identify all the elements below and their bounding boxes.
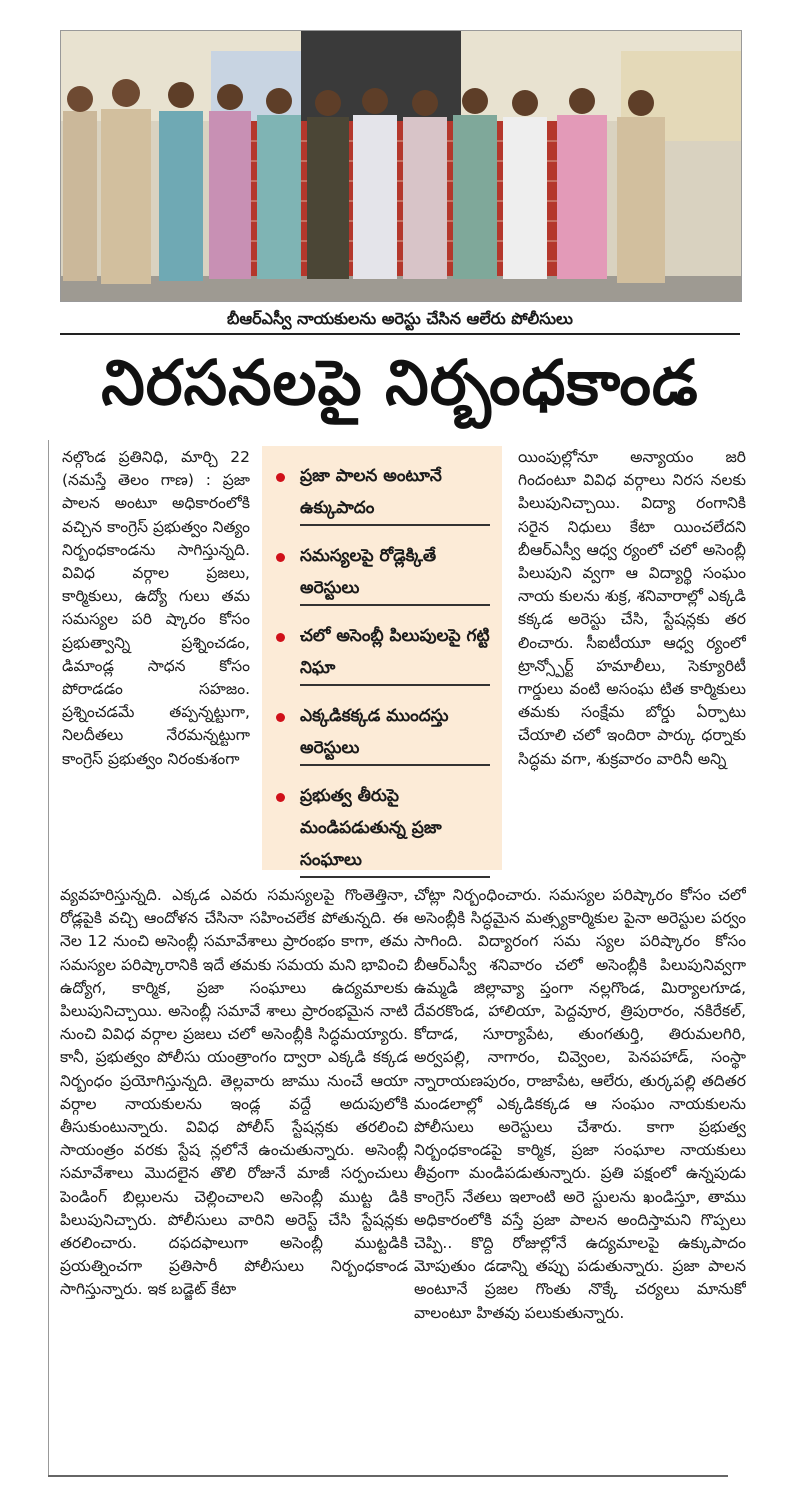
bullet-icon: [276, 633, 285, 642]
highlight-item: సమస్యలపై రోడ్లెక్కితే అరెస్టులు: [276, 540, 490, 606]
article-column-3: యింపుల్లోనూ అన్యాయం జరి గిందంటూ వివిధ వర్గాలు నిరస నలకు పిలుపునిచ్చాయి. విద్యా రంగానికి సరైన నిధులు కేటా యించలేదని బీఆర్ఎస్వీ ఆధ్వ ర్యంలో చలో అసెంబ్లీ పిలుపుని వ్వగా ఆ విద్యార్థి సంఘం నాయ కులను శుక్ర, శనివారాల్లో ఎక్కడి కక్కడ అరెస్టు చేసి, స్టేషన్లకు తర లించారు. సీఐటీయూ ఆధ్వ ర్యంలో ట్రాన్స్పోర్ట్ హమాలీలు, సెక్యూరిటీ గార్డులు వంటి అసంఘ టిత కార్మికులు తమకు సంక్షేమ బోర్డు ఏర్పాటు చేయాలి చలో ఇందిరా పార్కు ధర్నాకు సిద్ధమ వగా, శుక్రవారం వారినీ అన్ని: [518, 448, 746, 768]
highlights-box: [262, 446, 502, 870]
highlight-item: చలో అసెంబ్లీ పిలుపులపై గట్టి నిఘా: [276, 620, 490, 686]
column-divider: [48, 440, 49, 1475]
highlight-item: ప్రభుత్వ తీరుపై మండిపడుతున్న ప్రజా సంఘాలు: [276, 780, 490, 878]
bullet-icon: [276, 793, 285, 802]
news-photo: [60, 30, 742, 302]
footer-rule: [48, 1475, 728, 1477]
bullet-icon: [276, 553, 285, 562]
bullet-icon: [276, 473, 285, 482]
headline: నిరసనలపై నిర్బంధకాండ: [101, 346, 699, 419]
photo-caption: బీఆర్ఎస్వీ నాయకులను అరెస్టు చేసిన ఆలేరు పోలీసులు: [60, 305, 740, 335]
highlight-item: ప్రజా పాలన అంటూనే ఉక్కుపాదం: [276, 460, 490, 526]
article-column-bottom-right: చోట్లా నిర్బంధించారు. సమస్యల పరిష్కారం కోసం చలో అసెంబ్లీకి సిద్ధమైన మత్స్యకార్మికుల పైనా అరెస్టుల పర్వం సాగింది. విద్యారంగ సమ స్యల పరిష్కారం కోసం బీఆర్ఎస్వీ శనివారం చలో అసెంబ్లీకి పిలుపునివ్వగా ఉమ్మడి జిల్లావ్యా ప్తంగా నల్లగొండ, మిర్యాలగూడ, దేవరకొండ, హాలియా, పెద్దవూర, త్రిపురారం, నకిరేకల్, కోదాడ, సూర్యాపేట, తుంగతుర్తి, తిరుమలగిరి, అర్వపల్లి, నాగారం, చివ్వెంల, పెనపహాడ్, సంస్థా న్నారాయణపురం, రాజాపేట, ఆలేరు, తుర్కపల్లి తదితర మండలాల్లో ఎక్కడికక్కడ ఆ సంఘం నాయకులను పోలీసులు అరెస్టులు చేశారు. కాగా ప్రభుత్వ నిర్బంధకాండపై కార్మిక, ప్రజా సంఘాల నాయకులు తీవ్రంగా మండిపడుతున్నారు. ప్రతి పక్షంలో ఉన్నపుడు కాంగ్రెస్ నేతలు ఇలాంటి అరె స్టులను ఖండిస్తూ, తాము అధికారంలోకి వస్తే ప్రజా పాలన అందిస్తామని గొప్పలు చెప్పి.. కొద్ది రోజుల్లోనే ఉద్యమాలపై ఉక్కుపాదం మోపుతుం డడాన్ని తప్పు పడుతున్నారు. ప్రజా పాలన అంటూనే ప్రజల గొంతు నొక్కే చర్యలు మానుకో వాలంటూ హితవు పలుకుతున్నారు.: [414, 886, 746, 1322]
article-column-1: నల్గొండ ప్రతినిధి, మార్చి 22 (నమస్తే తెలం గాణ) : ప్రజా పాలన అంటూ అధికారంలోకి వచ్చిన కాంగ్రెస్ ప్రభుత్వం నిత్యం నిర్బంధకాండను సాగిస్తున్నది. వివిధ వర్గాల ప్రజలు, కార్మికులు, ఉద్యో గులు తమ సమస్యల పరి ష్కారం కోసం ప్రభుత్వాన్ని ప్రశ్నించడం, డిమాండ్ల సాధన కోసం పోరాడడం సహజం. ప్రశ్నించడమే తప్పన్నట్టుగా, నిలదీతలు నేరమన్నట్టుగా కాంగ్రెస్ ప్రభుత్వం నిరంకుశంగా: [62, 448, 250, 768]
highlight-item: ఎక్కడికక్కడ ముందస్తు అరెస్టులు: [276, 700, 490, 766]
article-column-bottom-left: వ్యవహరిస్తున్నది. ఎక్కడ ఎవరు సమస్యలపై గొంతెత్తినా, రోడ్లపైకి వచ్చి ఆందోళన చేసినా సహించలేక పోతున్నది. ఈ నెల 12 నుంచి అసెంబ్లీ సమావేశాలు ప్రారంభం కాగా, తమ సమస్యల పరిష్కారానికి ఇదే తమకు సమయ మని భావించి ఉద్యోగ, కార్మిక, ప్రజా సంఘాలు ఉద్యమాలకు పిలుపునిచ్చాయి. అసెంబ్లీ సమావే శాలు ప్రారంభమైన నాటి నుంచి వివిధ వర్గాల ప్రజలు చలో అసెంబ్లీకి సిద్ధమయ్యారు. కానీ, ప్రభుత్వం పోలీసు యంత్రాంగం ద్వారా ఎక్కడి కక్కడ నిర్బంధం ప్రయోగిస్తున్నది. తెల్లవారు జాము నుంచే ఆయా వర్గాల నాయకులను ఇండ్ల వద్దే అదుపులోకి తీసుకుంటున్నారు. వివిధ పోలీస్ స్టేషన్లకు తరలించి సాయంత్రం వరకు స్టేష న్లలోనే ఉంచుతున్నారు. అసెంబ్లీ సమావేశాలు మొదలైన తొలి రోజునే మాజీ సర్పంచులు పెండింగ్ బిల్లులను చెల్లించాలని అసెంబ్లీ ముట్ట డికి పిలుపునిచ్చారు. పోలీసులు వారిని అరెస్ట్ చేసి స్టేషన్లకు తరలించారు. దఫదఫాలుగా అసెంబ్లీ ముట్టడికి ప్రయత్నించగా ప్రతిసారీ పోలీసులు నిర్బంధకాండ సాగిస్తున్నారు. ఇక బడ్జెట్ కేటా: [60, 886, 408, 1299]
bullet-icon: [276, 713, 285, 722]
